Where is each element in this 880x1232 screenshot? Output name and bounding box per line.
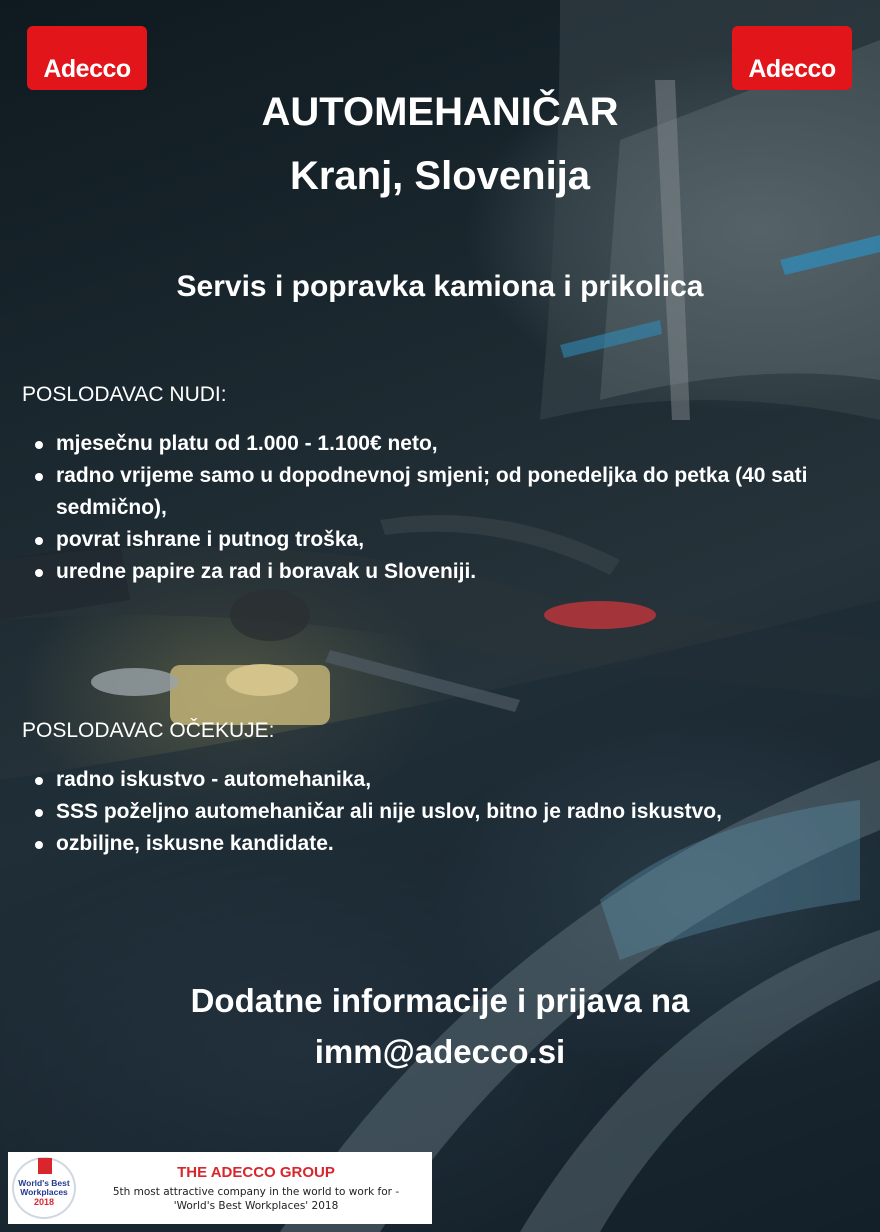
- list-item: radno vrijeme samo u dopodnevnoj smjeni; od ponedeljka do petka (40 sati sedmično),: [22, 460, 822, 524]
- list-item: povrat ishrane i putnog troška,: [22, 524, 822, 556]
- list-item: radno iskustvo - automehanika,: [22, 764, 822, 796]
- footer-text-block: [76, 1164, 432, 1213]
- worlds-best-workplaces-badge: [12, 1157, 76, 1219]
- offers-list: [22, 428, 822, 588]
- badge-year: 2018: [33, 1197, 55, 1207]
- contact-email-link[interactable]: imm@adecco.si: [314, 1033, 566, 1070]
- group-name: THE ADECCO GROUP: [177, 1163, 335, 1181]
- list-item: mjesečnu platu od 1.000 - 1.100€ neto,: [22, 428, 822, 460]
- list-item: SSS poželjno automehaničar ali nije uslov, bitno je radno iskustvo,: [22, 796, 822, 828]
- footer-award-line-1: 5th most attractive company in the world to work for -: [112, 1185, 400, 1198]
- adecco-logo-left: Adecco: [27, 26, 147, 90]
- adecco-logo-right: Adecco: [732, 26, 852, 90]
- adecco-group-footer-banner: [8, 1152, 432, 1224]
- job-subtitle: Servis i popravka kamiona i prikolica: [176, 270, 704, 303]
- badge-label: World's Best Workplaces: [18, 1178, 70, 1197]
- list-item: ozbiljne, iskusne kandidate.: [22, 828, 822, 860]
- contact-info-text: Dodatne informacije i prijava na: [190, 982, 690, 1019]
- list-item: uredne papire za rad i boravak u Sloveniji.: [22, 556, 822, 588]
- badge-flag-icon: [38, 1158, 52, 1174]
- offers-heading: POSLODAVAC NUDI:: [22, 383, 227, 406]
- expects-list: [22, 764, 822, 860]
- footer-award-line-2: 'World's Best Workplaces' 2018: [173, 1199, 339, 1212]
- job-location: Kranj, Slovenija: [289, 154, 591, 198]
- job-title: AUTOMEHANIČAR: [261, 90, 619, 134]
- expects-heading: POSLODAVAC OČEKUJE:: [22, 719, 275, 742]
